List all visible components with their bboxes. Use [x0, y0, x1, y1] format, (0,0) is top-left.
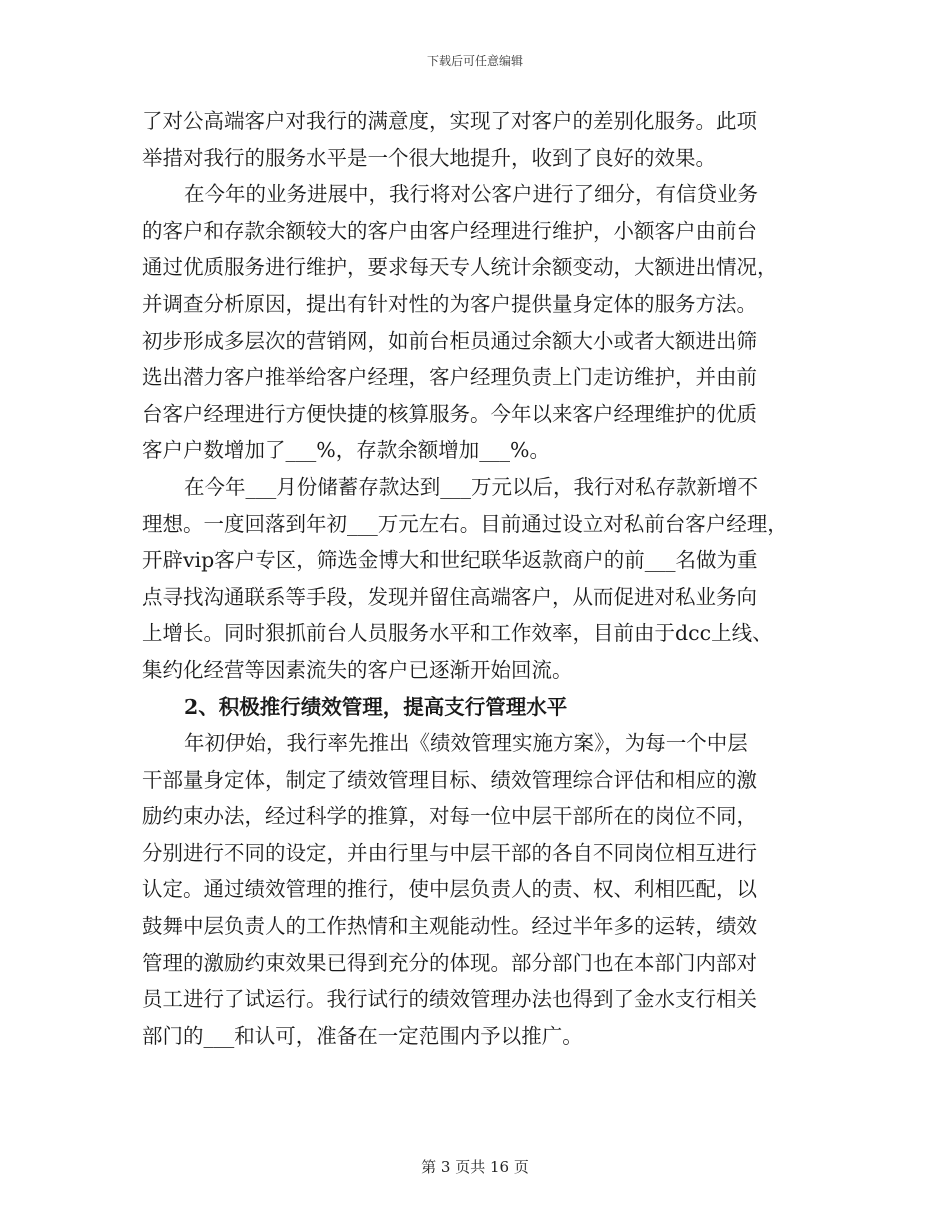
text-line: 客户户数增加了___%，存款余额增加___%。	[142, 438, 550, 463]
text-line: 点寻找沟通联系等手段，发现并留住高端客户，从而促进对私业务向	[142, 584, 757, 609]
page-footer: 第 3 页共 16 页	[421, 1158, 529, 1176]
page-header: 下载后可任意编辑	[426, 54, 523, 68]
text-line: 举措对我行的服务水平是一个很大地提升，收到了良好的效果。	[142, 145, 716, 170]
text-line: 选出潜力客户推举给客户经理，客户经理负责上门走访维护，并由前	[142, 365, 757, 390]
text-line: 年初伊始，我行率先推出《绩效管理实施方案》，为每一个中层	[184, 731, 748, 756]
text-line: 并调查分析原因，提出有针对性的为客户提供量身定体的服务方法。	[142, 291, 757, 316]
text-line: 部门的___和认可，准备在一定范围内予以推广。	[142, 1023, 583, 1048]
text-line: 初步形成多层次的营销网，如前台柜员通过余额大小或者大额进出筛	[142, 328, 757, 353]
text-line: 开辟vip客户专区，筛选金博大和世纪联华返款商户的前___名做为重	[142, 548, 758, 573]
text-line: 员工进行了试运行。我行试行的绩效管理办法也得到了金水支行相关	[142, 987, 757, 1012]
text-line: 了对公高端客户对我行的满意度，实现了对客户的差别化服务。此项	[142, 109, 757, 133]
section-heading: 2、积极推行绩效管理，提高支行管理水平	[184, 694, 568, 719]
text-line: 在今年___月份储蓄存款达到___万元以后，我行对私存款新增不	[184, 474, 758, 499]
text-line: 管理的激励约束效果已得到充分的体现。部分部门也在本部门内部对	[142, 950, 757, 975]
text-line: 认定。通过绩效管理的推行，使中层负责人的责、权、利相匹配，以	[142, 877, 757, 902]
text-line: 的客户和存款余额较大的客户由客户经理进行维护，小额客户由前台	[142, 218, 757, 243]
text-line: 理想。一度回落到年初___万元左右。目前通过设立对私前台客户经理，	[142, 511, 788, 536]
text-line: 分别进行不同的设定，并由行里与中层干部的各自不同岗位相互进行	[142, 840, 757, 865]
text-line: 上增长。同时狠抓前台人员服务水平和工作效率，目前由于dcc上线、	[142, 621, 773, 646]
text-line: 鼓舞中层负责人的工作热情和主观能动性。经过半年多的运转，绩效	[142, 914, 757, 939]
document-body	[142, 103, 822, 1054]
text-line: 在今年的业务进展中，我行将对公客户进行了细分，有信贷业务	[184, 182, 758, 207]
text-line: 干部量身定体，制定了绩效管理目标、绩效管理综合评估和相应的激	[142, 767, 757, 792]
text-line: 台客户经理进行方便快捷的核算服务。今年以来客户经理维护的优质	[142, 401, 757, 426]
text-line: 通过优质服务进行维护，要求每天专人统计余额变动，大额进出情况，	[142, 255, 778, 280]
text-line: 集约化经营等因素流失的客户已逐渐开始回流。	[142, 657, 573, 682]
text-line: 励约束办法，经过科学的推算，对每一位中层干部所在的岗位不同，	[142, 804, 757, 829]
